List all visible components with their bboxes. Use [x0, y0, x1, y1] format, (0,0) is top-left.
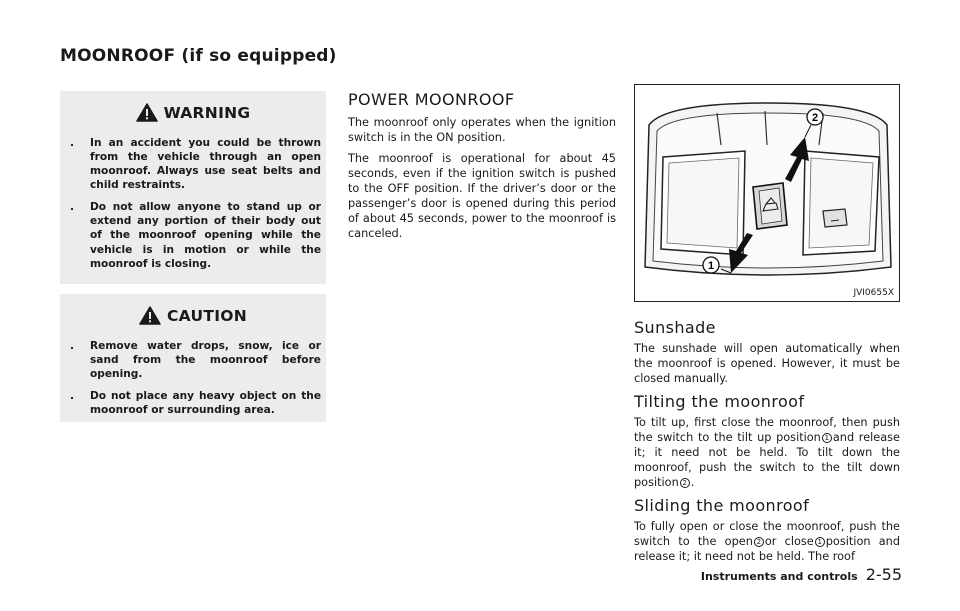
tilting-heading: Tilting the moonroof	[634, 392, 805, 412]
caution-item-text: Do not place any heavy object on the moonroof or surrounding area.	[90, 390, 321, 417]
sliding-text-a: To fully open or close the moonroof, push the switch to the open	[634, 520, 900, 549]
moonroof-switch-figure	[634, 84, 900, 302]
page-number: 2-55	[865, 565, 902, 584]
warning-item-text: Do not allow anyone to stand up or extend any portion of their body out of the moonroof opening while the vehicle is in motion or while the moonroof is closing.	[90, 201, 321, 270]
power-moonroof-heading: POWER MOONROOF	[348, 90, 515, 109]
bullet: .	[70, 137, 75, 149]
warning-triangle-icon	[136, 103, 158, 122]
caution-heading-label: CAUTION	[166, 306, 248, 325]
position-1-marker: 1	[815, 537, 825, 547]
caution-item	[70, 339, 321, 381]
caution-list	[60, 339, 326, 417]
position-1-marker: 1	[822, 433, 832, 443]
warning-box	[60, 91, 326, 284]
caution-item	[70, 389, 321, 417]
bullet: .	[70, 201, 75, 214]
power-moonroof-para-2: The moonroof is operational for about 45 seconds, even if the ignition switch is pushed to the OFF position. If the driver’s door or the passenger’s door is opened during this period of about 45 seconds, power to the moonroof is canceled.	[348, 152, 616, 241]
moonroof-switch-illustration	[635, 85, 900, 302]
warning-item	[70, 136, 321, 192]
warning-item	[70, 200, 321, 270]
figure-label-2: 2	[811, 112, 819, 124]
sliding-para	[634, 519, 900, 564]
footer-section-title: Instruments and controls	[700, 570, 858, 583]
sunshade-para: The sunshade will open automatically when the moonroof is opened. However, it must be closed manually.	[634, 342, 900, 386]
caution-triangle-icon	[139, 306, 161, 325]
position-2-marker: 2	[680, 478, 690, 488]
sliding-text-b: or close	[764, 535, 814, 549]
sunshade-heading: Sunshade	[634, 318, 716, 337]
tilting-text-c: .	[690, 476, 695, 490]
sliding-text-c: position and release it; it need not be held. The roof	[634, 535, 901, 564]
tilting-text-a: To tilt up, first close the moonroof, then push the switch to the tilt up position	[634, 416, 900, 445]
figure-label-1: 1	[707, 260, 715, 272]
caution-box	[60, 294, 326, 422]
warning-item-text: In an accident you could be thrown from the vehicle through an open moonroof. Always use seat belts and child restraints.	[90, 137, 321, 192]
position-2-marker: 2	[754, 537, 764, 547]
page-footer	[701, 565, 902, 584]
moonroof-operation-section	[634, 318, 900, 570]
warning-list	[60, 136, 326, 271]
sliding-heading: Sliding the moonroof	[634, 496, 810, 516]
power-moonroof-section	[348, 90, 616, 247]
tilting-para	[634, 415, 900, 490]
warning-heading-label: WARNING	[163, 103, 251, 122]
warning-heading	[60, 103, 326, 122]
figure-code: JVI0655X	[853, 288, 894, 298]
tilting-text-b: and release it; it need not be held. To tilt down the moonroof, push the switch to the tilt down position	[634, 431, 900, 490]
bullet: .	[70, 340, 75, 352]
caution-heading	[60, 306, 326, 325]
page-title: MOONROOF (if so equipped)	[60, 46, 337, 66]
bullet: .	[70, 390, 75, 403]
caution-item-text: Remove water drops, snow, ice or sand from the moonroof before opening.	[90, 340, 321, 381]
power-moonroof-para-1: The moonroof only operates when the ignition switch is in the ON position.	[348, 116, 616, 145]
